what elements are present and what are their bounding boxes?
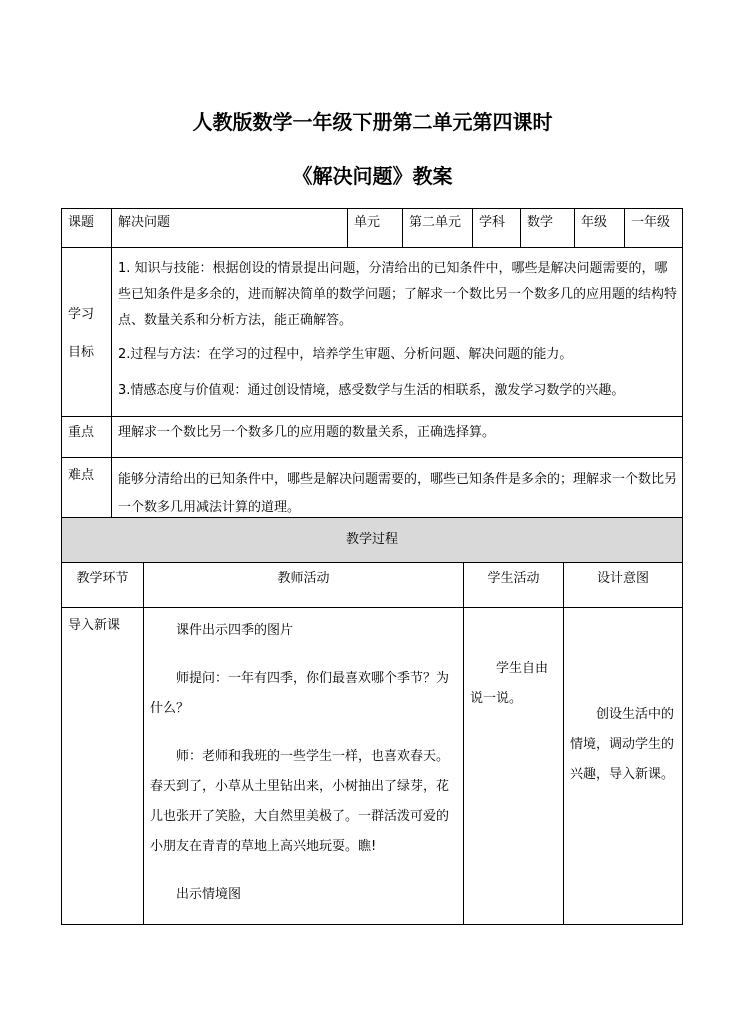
teacher-p2: 师提问：一年有四季，你们最喜欢哪个季节？为什么？ [150, 671, 450, 716]
objectives-content [112, 248, 683, 417]
unit-label: 单元 [348, 209, 403, 248]
teacher-p3: 师：老师和我班的一些学生一样，也喜欢春天。春天到了，小草从土里钻出来，小树抽出了绿芽，花儿也张开了笑脸，大自然里美极了。一群活泼可爱的小朋友在青青的草地上高兴地玩耍。瞧! [150, 749, 450, 854]
meta-row [62, 209, 683, 248]
grade-label: 年级 [575, 209, 625, 248]
teacher-p1: 课件出示四季的图片 [176, 623, 294, 638]
objectives-row [62, 248, 683, 417]
unit-value: 第二单元 [403, 209, 473, 248]
col-student-header: 学生活动 [464, 563, 564, 608]
difficulty-text: 能够分清给出的已知条件中，哪些是解决问题需要的，哪些已知条件是多余的；理解求一个数比另一个数多几用减法计算的道理。 [112, 458, 683, 529]
subject-value: 数学 [521, 209, 575, 248]
objectives-label-line1: 学习 [68, 307, 95, 322]
objective-item-2: 2.过程与方法：在学习的过程中，培养学生审题、分析问题、解决问题的能力。 [118, 347, 573, 362]
teaching-process-table [61, 517, 683, 925]
col-step-header: 教学环节 [62, 563, 144, 608]
lesson-info-table [61, 208, 683, 529]
objectives-label [62, 248, 112, 417]
subject-label: 学科 [473, 209, 521, 248]
objective-item-1: 1. 知识与技能：根据创设的情景提出问题，分清给出的已知条件中，哪些是解决问题需要的，哪些已知条件是多余的，进而解决简单的数学问题；了解求一个数比另一个数多几的应用题的结构特点、数量关系和分析方法，能正确解答。 [118, 261, 678, 328]
process-header-row [62, 518, 683, 563]
teacher-activity-cell [144, 608, 464, 925]
document-title: 人教版数学一年级下册第二单元第四课时 [192, 110, 553, 134]
col-teacher-header: 教师活动 [144, 563, 464, 608]
key-point-row [62, 417, 683, 458]
difficulty-label: 难点 [62, 458, 112, 529]
document-subtitle: 《解决问题》教案 [292, 164, 453, 188]
col-intent-header: 设计意图 [564, 563, 683, 608]
objective-item-3: 3.情感态度与价值观：通过创设情境，感受数学与生活的相联系，激发学习数学的兴趣。 [118, 383, 625, 398]
process-column-headers [62, 563, 683, 608]
process-header: 教学过程 [62, 518, 683, 563]
topic-value: 解决问题 [112, 209, 348, 248]
process-row-intro [62, 608, 683, 925]
key-point-label: 重点 [62, 417, 112, 458]
topic-label: 课题 [62, 209, 112, 248]
key-point-text: 理解求一个数比另一个数多几的应用题的数量关系，正确选择算。 [112, 417, 683, 458]
design-intent-cell: 创设生活中的情境，调动学生的兴趣，导入新课。 [564, 608, 683, 925]
teacher-p4: 出示情境图 [176, 887, 242, 902]
step-cell: 导入新课 [62, 608, 144, 925]
student-activity-cell: 学生自由说一说。 [464, 608, 564, 925]
grade-value: 一年级 [625, 209, 683, 248]
objectives-label-line2: 目标 [68, 345, 95, 360]
